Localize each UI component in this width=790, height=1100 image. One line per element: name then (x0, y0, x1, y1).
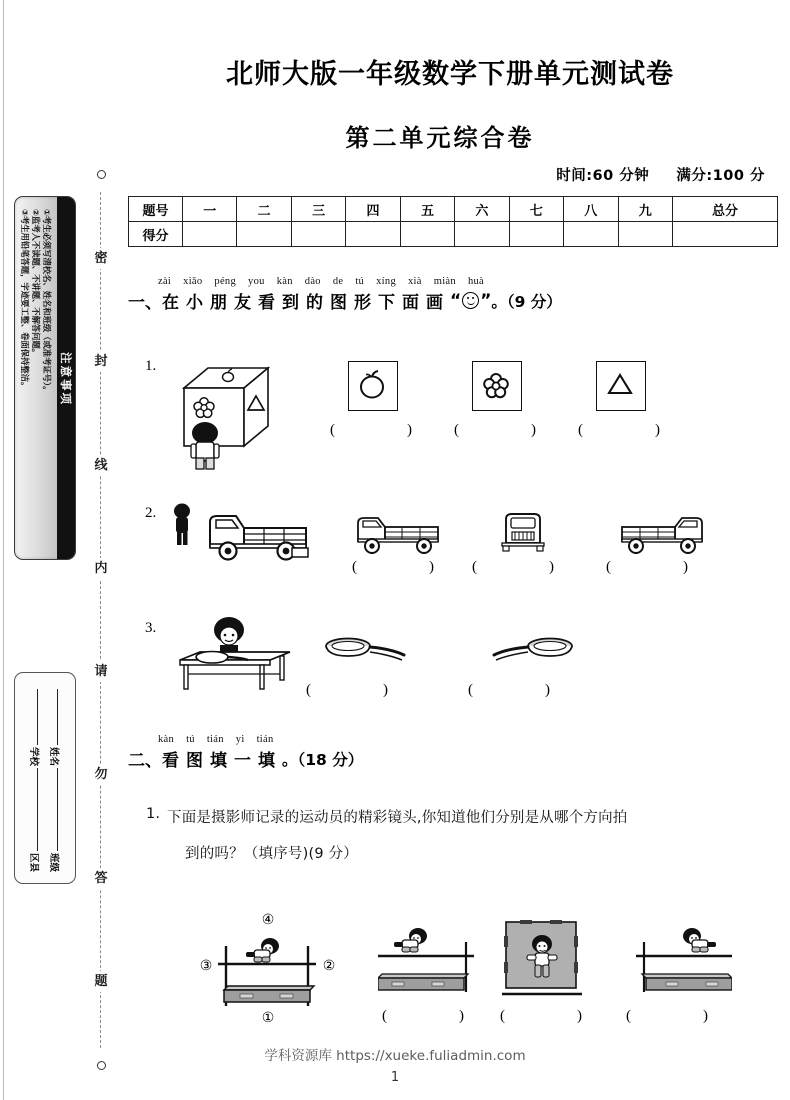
pinyin-syllable: kàn (276, 276, 293, 287)
score-col-8: 八 (564, 197, 618, 222)
name-write-line[interactable] (57, 689, 58, 869)
question-3-number: 3. (145, 620, 157, 636)
score-col-6: 六 (455, 197, 509, 222)
score-col-4: 四 (346, 197, 400, 222)
seal-char-4: 内 (93, 558, 108, 579)
seal-circle-bottom-icon (97, 1061, 106, 1070)
answer-paren: ( ) (472, 559, 568, 575)
score-cell-7[interactable] (509, 222, 563, 247)
section-1-heading (128, 276, 788, 313)
pan-handle-left-icon (480, 634, 580, 670)
answer-blank-1-2[interactable] (454, 418, 550, 439)
answer-paren: ( ) (306, 682, 402, 698)
pan-handle-right-icon (318, 634, 418, 670)
label-name: 姓名 (47, 745, 63, 768)
option-pan-handle-left[interactable] (480, 634, 580, 670)
exam-notes-title (57, 197, 75, 560)
option-photo-top-view[interactable] (498, 918, 588, 1008)
section2-q1-number: 1. (146, 806, 161, 822)
table-row-score (129, 222, 778, 247)
option-truck-side-right[interactable] (602, 505, 712, 557)
answer-paren: ( ) (352, 559, 448, 575)
truck-front-icon (488, 505, 558, 557)
option-photo-side-left[interactable] (622, 918, 732, 1008)
label-school: 学校 (27, 745, 43, 768)
answer-blank-s2-2[interactable] (500, 1004, 596, 1025)
illustration-child-viewing-cube (172, 350, 282, 470)
seal-circle-top-icon (97, 170, 106, 179)
score-cell-5[interactable] (400, 222, 454, 247)
score-table-row-label: 题号 (129, 197, 183, 222)
label-district: 区县 (27, 851, 43, 874)
exam-meta (556, 164, 765, 185)
pinyin-syllable: tián (256, 734, 274, 745)
pinyin-syllable: yi (235, 734, 245, 745)
option-truck-side-left[interactable] (348, 505, 458, 557)
pinyin-syllable: kàn (158, 734, 175, 745)
quote-open: “ (450, 290, 462, 311)
answer-blank-2-2[interactable] (472, 555, 568, 576)
score-col-9: 九 (618, 197, 672, 222)
score-table-score-label: 得分 (129, 222, 183, 247)
score-cell-total[interactable] (672, 222, 777, 247)
time-limit: 时间:60 分钟 (556, 168, 650, 184)
seal-char-8: 题 (93, 971, 108, 992)
answer-blank-1-3[interactable] (578, 418, 674, 439)
answer-paren: ( ) (500, 1008, 596, 1024)
highjump-side-left-icon (622, 918, 732, 1008)
highjump-side-right-icon (378, 918, 488, 1008)
option-box-flower[interactable] (472, 361, 522, 411)
section-2-points: 。（18 分） (282, 750, 364, 769)
answer-paren: ( ) (606, 559, 702, 575)
question-2-number: 2. (145, 505, 157, 521)
answer-blank-3-2[interactable] (468, 678, 564, 699)
score-cell-4[interactable] (346, 222, 400, 247)
pinyin-syllable: xiǎo (183, 276, 203, 287)
answer-blank-s2-1[interactable] (382, 1004, 478, 1025)
answer-blank-1-1[interactable] (330, 418, 426, 439)
pinyin-syllable: zài (158, 276, 172, 287)
table-row-header (129, 197, 778, 222)
seal-line (88, 170, 114, 1070)
option-photo-side-right[interactable] (378, 918, 488, 1008)
highjump-top-view-icon (498, 918, 588, 1008)
pinyin-syllable: you (248, 276, 265, 287)
marker-left: ③ (199, 959, 213, 974)
pinyin-syllable: dào (304, 276, 321, 287)
section-2-pinyin (158, 734, 788, 745)
pinyin-syllable: tú (355, 276, 365, 287)
section-1-points: 。（9 分） (491, 292, 562, 311)
answer-blank-s2-3[interactable] (626, 1004, 722, 1025)
section-2-heading (128, 734, 788, 771)
illustration-child-at-table (172, 612, 302, 697)
triangle-icon (597, 362, 643, 408)
seal-char-2: 封 (93, 351, 108, 372)
seal-char-1: 密 (93, 248, 108, 269)
note-item-1: ①考生必须写清校名、姓名和班级（或准考证号）。 (42, 209, 52, 395)
score-col-7: 七 (509, 197, 563, 222)
section-1-text: 在小朋友看到的图形下面画 (162, 293, 450, 313)
page-number: 1 (390, 1070, 400, 1085)
seal-char-6: 勿 (93, 764, 108, 785)
label-class: 班级 (47, 851, 63, 874)
pinyin-syllable: xíng (376, 276, 396, 287)
exam-notes-box (14, 196, 76, 560)
pinyin-syllable: huà (467, 276, 484, 287)
footer-watermark: 学科资源库 https://xueke.fuliadmin.com (264, 1048, 526, 1064)
answer-paren: ( ) (382, 1008, 478, 1024)
section-2-index: 二、 (128, 751, 162, 771)
seal-char-7: 答 (93, 868, 108, 889)
answer-blank-3-1[interactable] (306, 678, 402, 699)
section-2-text: 看图填一填 (162, 751, 282, 771)
marker-right: ② (322, 959, 336, 974)
section2-q1-line1: 下面是摄影师记录的运动员的精彩镜头,你知道他们分别是从哪个方向拍 (167, 810, 628, 826)
score-cell-3[interactable] (291, 222, 345, 247)
seal-char-3: 线 (93, 455, 108, 476)
illustration-highjump-reference (196, 908, 341, 1028)
pinyin-syllable: de (332, 276, 344, 287)
student-id-box[interactable] (14, 672, 76, 884)
smiley-face-icon (462, 292, 479, 309)
section-1-index: 一、 (128, 293, 162, 313)
section-1-title (128, 288, 788, 313)
answer-blank-2-3[interactable] (606, 555, 702, 576)
page-title: 北师大版一年级数学下册单元测试卷 (226, 59, 674, 90)
score-col-1: 一 (183, 197, 237, 222)
section-2-title (128, 746, 788, 771)
truck-side-right-icon (602, 505, 712, 557)
score-col-2: 二 (237, 197, 291, 222)
pinyin-syllable: tián (206, 734, 224, 745)
option-box-apple[interactable] (348, 361, 398, 411)
illustration-child-viewing-truck (168, 500, 318, 568)
quote-close: ” (480, 290, 492, 311)
score-cell-9[interactable] (618, 222, 672, 247)
note-item-2: ②监考人不读题、不讲题、不解答问题。 (31, 209, 41, 358)
score-table (128, 196, 778, 247)
note-item-3: ③考生用铅笔答题，字迹要工整、卷面保持整洁。 (20, 209, 30, 391)
apple-icon (349, 362, 395, 408)
score-cell-6[interactable] (455, 222, 509, 247)
pinyin-syllable: tú (186, 734, 195, 745)
page-subtitle: 第二单元综合卷 (345, 124, 535, 152)
flower-icon (473, 362, 519, 408)
section-1-pinyin (158, 276, 788, 287)
score-col-5: 五 (400, 197, 454, 222)
answer-paren: ( ) (330, 422, 426, 438)
score-cell-1[interactable] (183, 222, 237, 247)
option-truck-front[interactable] (488, 505, 558, 557)
answer-blank-2-1[interactable] (352, 555, 448, 576)
score-cell-8[interactable] (564, 222, 618, 247)
marker-front: ① (261, 1011, 275, 1026)
score-col-3: 三 (291, 197, 345, 222)
total-score: 满分:100 分 (676, 168, 765, 184)
marker-top: ④ (261, 913, 275, 928)
score-col-total: 总分 (672, 197, 777, 222)
question-1-number: 1. (145, 358, 157, 374)
answer-paren: ( ) (468, 682, 564, 698)
answer-paren: ( ) (578, 422, 674, 438)
pinyin-syllable: miàn (433, 276, 456, 287)
notes-title-text: 注意事项 (59, 352, 73, 406)
page-edge-line (3, 0, 4, 1100)
option-pan-handle-right[interactable] (318, 634, 418, 670)
answer-paren: ( ) (626, 1008, 722, 1024)
option-box-triangle[interactable] (596, 361, 646, 411)
truck-side-left-icon (348, 505, 458, 557)
answer-paren: ( ) (454, 422, 550, 438)
section2-q1-line2: 到的吗？（填序号)(9 分） (185, 846, 358, 862)
pinyin-syllable: xià (408, 276, 422, 287)
school-write-line[interactable] (37, 689, 38, 869)
score-cell-2[interactable] (237, 222, 291, 247)
seal-char-5: 请 (93, 661, 108, 682)
pinyin-syllable: péng (214, 276, 237, 287)
